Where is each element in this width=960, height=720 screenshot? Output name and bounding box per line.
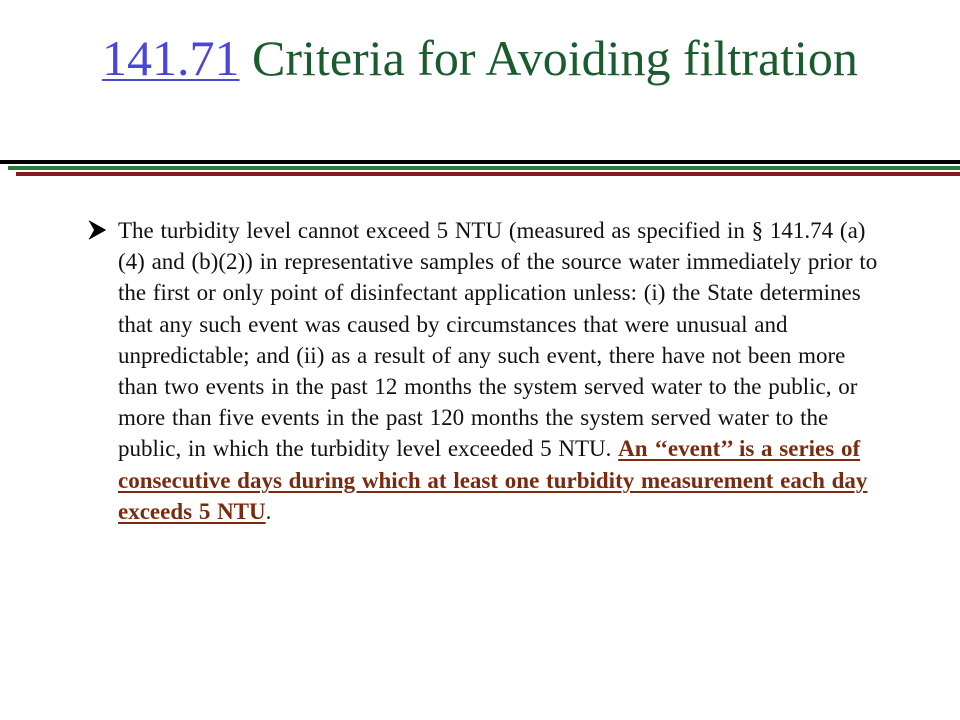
- title-divider: [0, 160, 960, 178]
- event-definition: An ‘‘event’’ is a series of consecutive days during which at least one turbidity measurement each day exceeds 5 NTU: [118, 436, 868, 524]
- divider-line-green: [8, 166, 960, 170]
- bullet-paragraph: [88, 215, 878, 527]
- paragraph-end: .: [265, 498, 272, 524]
- title-text: Criteria for Avoiding filtration: [239, 30, 858, 86]
- divider-line-black: [0, 160, 960, 164]
- arrow-bullet-icon: [88, 218, 108, 242]
- divider-line-red: [16, 172, 960, 176]
- paragraph-text: The turbidity level cannot exceed 5 NTU (measured as specified in § 141.74 (a)(4) and (b)(2)) in representative samples of the source water immediately prior to the first or only point of disinfectant application unless: (i) the State determines that any such event was caused by circumstances that were unusual and unpredictable; and (ii) as a result of any such event, there have not been more than two events in the past 12 months the system served water to the public, or more than five events in the past 120 months the system served water to the public, in which the turbidity level exceeded 5 NTU.: [118, 218, 878, 462]
- body-content: [88, 215, 878, 527]
- slide-title: [60, 28, 900, 88]
- section-link[interactable]: 141.71: [102, 30, 240, 86]
